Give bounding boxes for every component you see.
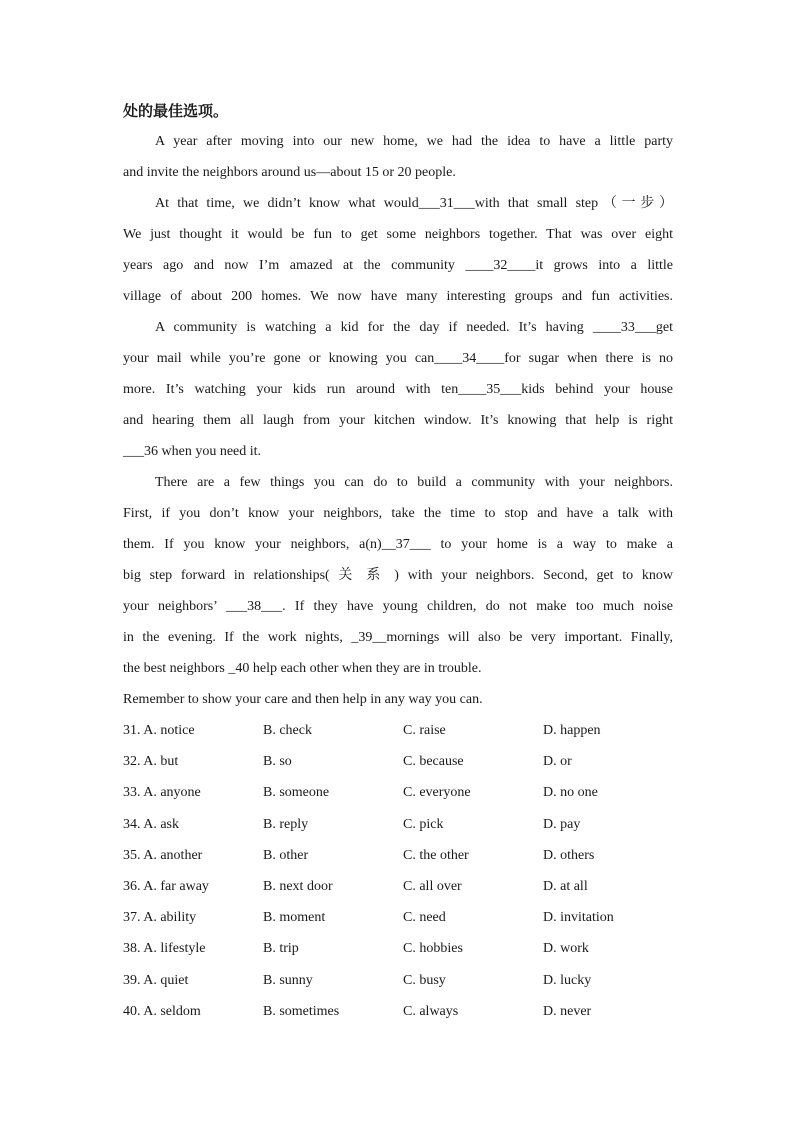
option-a: 34. A. ask [123, 816, 179, 832]
option-c: C. the other [403, 847, 469, 863]
passage-line: more. It’s watching your kids run around with ten____35___kids behind your house [123, 382, 673, 397]
option-c: C. all over [403, 878, 462, 894]
option-d: D. lucky [543, 972, 592, 988]
passage-line: There are a few things you can do to build a community with your neighbors. [155, 475, 673, 490]
passage-line: and hearing them all laugh from your kitchen window. It’s knowing that help is right [123, 413, 673, 428]
option-c: C. need [403, 910, 446, 926]
option-d: D. invitation [543, 910, 614, 926]
option-d: D. others [543, 847, 595, 863]
passage-line: big step forward in relationships( 关 系 ) with your neighbors. Second, get to know [123, 568, 673, 583]
question-options-row [123, 996, 673, 1027]
option-b: B. someone [263, 785, 330, 801]
option-c: C. busy [403, 972, 446, 988]
option-a: 36. A. far away [123, 878, 209, 894]
option-a: 31. A. notice [123, 723, 195, 738]
question-options-row [123, 933, 673, 964]
passage-line: the best neighbors _40 help each other when they are in trouble. [123, 661, 482, 676]
option-c: C. hobbies [403, 941, 463, 957]
option-a: 35. A. another [123, 847, 203, 863]
question-options-row [123, 840, 673, 871]
option-d: D. or [543, 754, 572, 770]
option-a: 33. A. anyone [123, 785, 201, 801]
option-d: D. never [543, 1003, 592, 1019]
document-page [123, 96, 673, 1027]
option-c: C. raise [403, 723, 446, 738]
option-c: C. everyone [403, 785, 471, 801]
option-b: B. reply [263, 816, 309, 832]
option-b: B. moment [263, 910, 326, 926]
option-b: B. other [263, 847, 309, 863]
option-a: 39. A. quiet [123, 972, 189, 988]
passage-line: years ago and now I’m amazed at the community ____32____it grows into a little [123, 258, 673, 273]
option-b: B. next door [263, 878, 333, 894]
question-options-row [123, 715, 673, 746]
option-b: B. sometimes [263, 1003, 340, 1019]
option-a: 32. A. but [123, 754, 179, 770]
question-options-row [123, 965, 673, 996]
option-b: B. check [263, 723, 312, 738]
passage-line: them. If you know your neighbors, a(n)__37___ to your home is a way to make a [123, 537, 673, 552]
passage-line: your neighbors’ ___38___. If they have young children, do not make too much noise [123, 599, 673, 614]
option-b: B. trip [263, 941, 299, 957]
option-c: C. pick [403, 816, 444, 832]
passage-line: in the evening. If the work nights, _39__mornings will also be very important. Finally, [123, 630, 673, 645]
option-a: 37. A. ability [123, 910, 197, 926]
option-d: D. work [543, 941, 589, 957]
option-a: 38. A. lifestyle [123, 941, 206, 957]
option-c: C. always [403, 1003, 459, 1019]
passage-line: At that time, we didn’t know what would___31___with that small step（一步） [155, 196, 673, 211]
option-d: D. at all [543, 878, 588, 894]
question-options-row [123, 871, 673, 902]
option-c: C. because [403, 754, 464, 770]
question-options-row [123, 902, 673, 933]
section-heading: 处的最佳选项。 [123, 102, 229, 120]
passage [123, 126, 673, 715]
option-b: B. sunny [263, 972, 313, 988]
question-options-row [123, 777, 673, 808]
passage-line: A year after moving into our new home, we had the idea to have a little party [155, 134, 673, 149]
question-options-row [123, 809, 673, 840]
option-a: 40. A. seldom [123, 1003, 201, 1019]
passage-line: and invite the neighbors around us—about 15 or 20 people. [123, 165, 456, 180]
passage-line: village of about 200 homes. We now have many interesting groups and fun activities. [123, 289, 673, 304]
passage-line: your mail while you’re gone or knowing you can____34____for sugar when there is no [123, 351, 673, 366]
passage-line: Remember to show your care and then help in any way you can. [123, 692, 483, 707]
question-options-row [123, 746, 673, 777]
option-d: D. no one [543, 785, 598, 801]
passage-line: ___36 when you need it. [123, 444, 262, 459]
option-b: B. so [263, 754, 292, 770]
passage-line: We just thought it would be fun to get some neighbors together. That was over eight [123, 227, 673, 242]
option-d: D. pay [543, 816, 581, 832]
option-d: D. happen [543, 723, 601, 738]
answer-options [123, 715, 673, 1027]
passage-line: First, if you don’t know your neighbors, take the time to stop and have a talk with [123, 506, 673, 521]
passage-line: A community is watching a kid for the day if needed. It’s having ____33___get [155, 320, 673, 335]
